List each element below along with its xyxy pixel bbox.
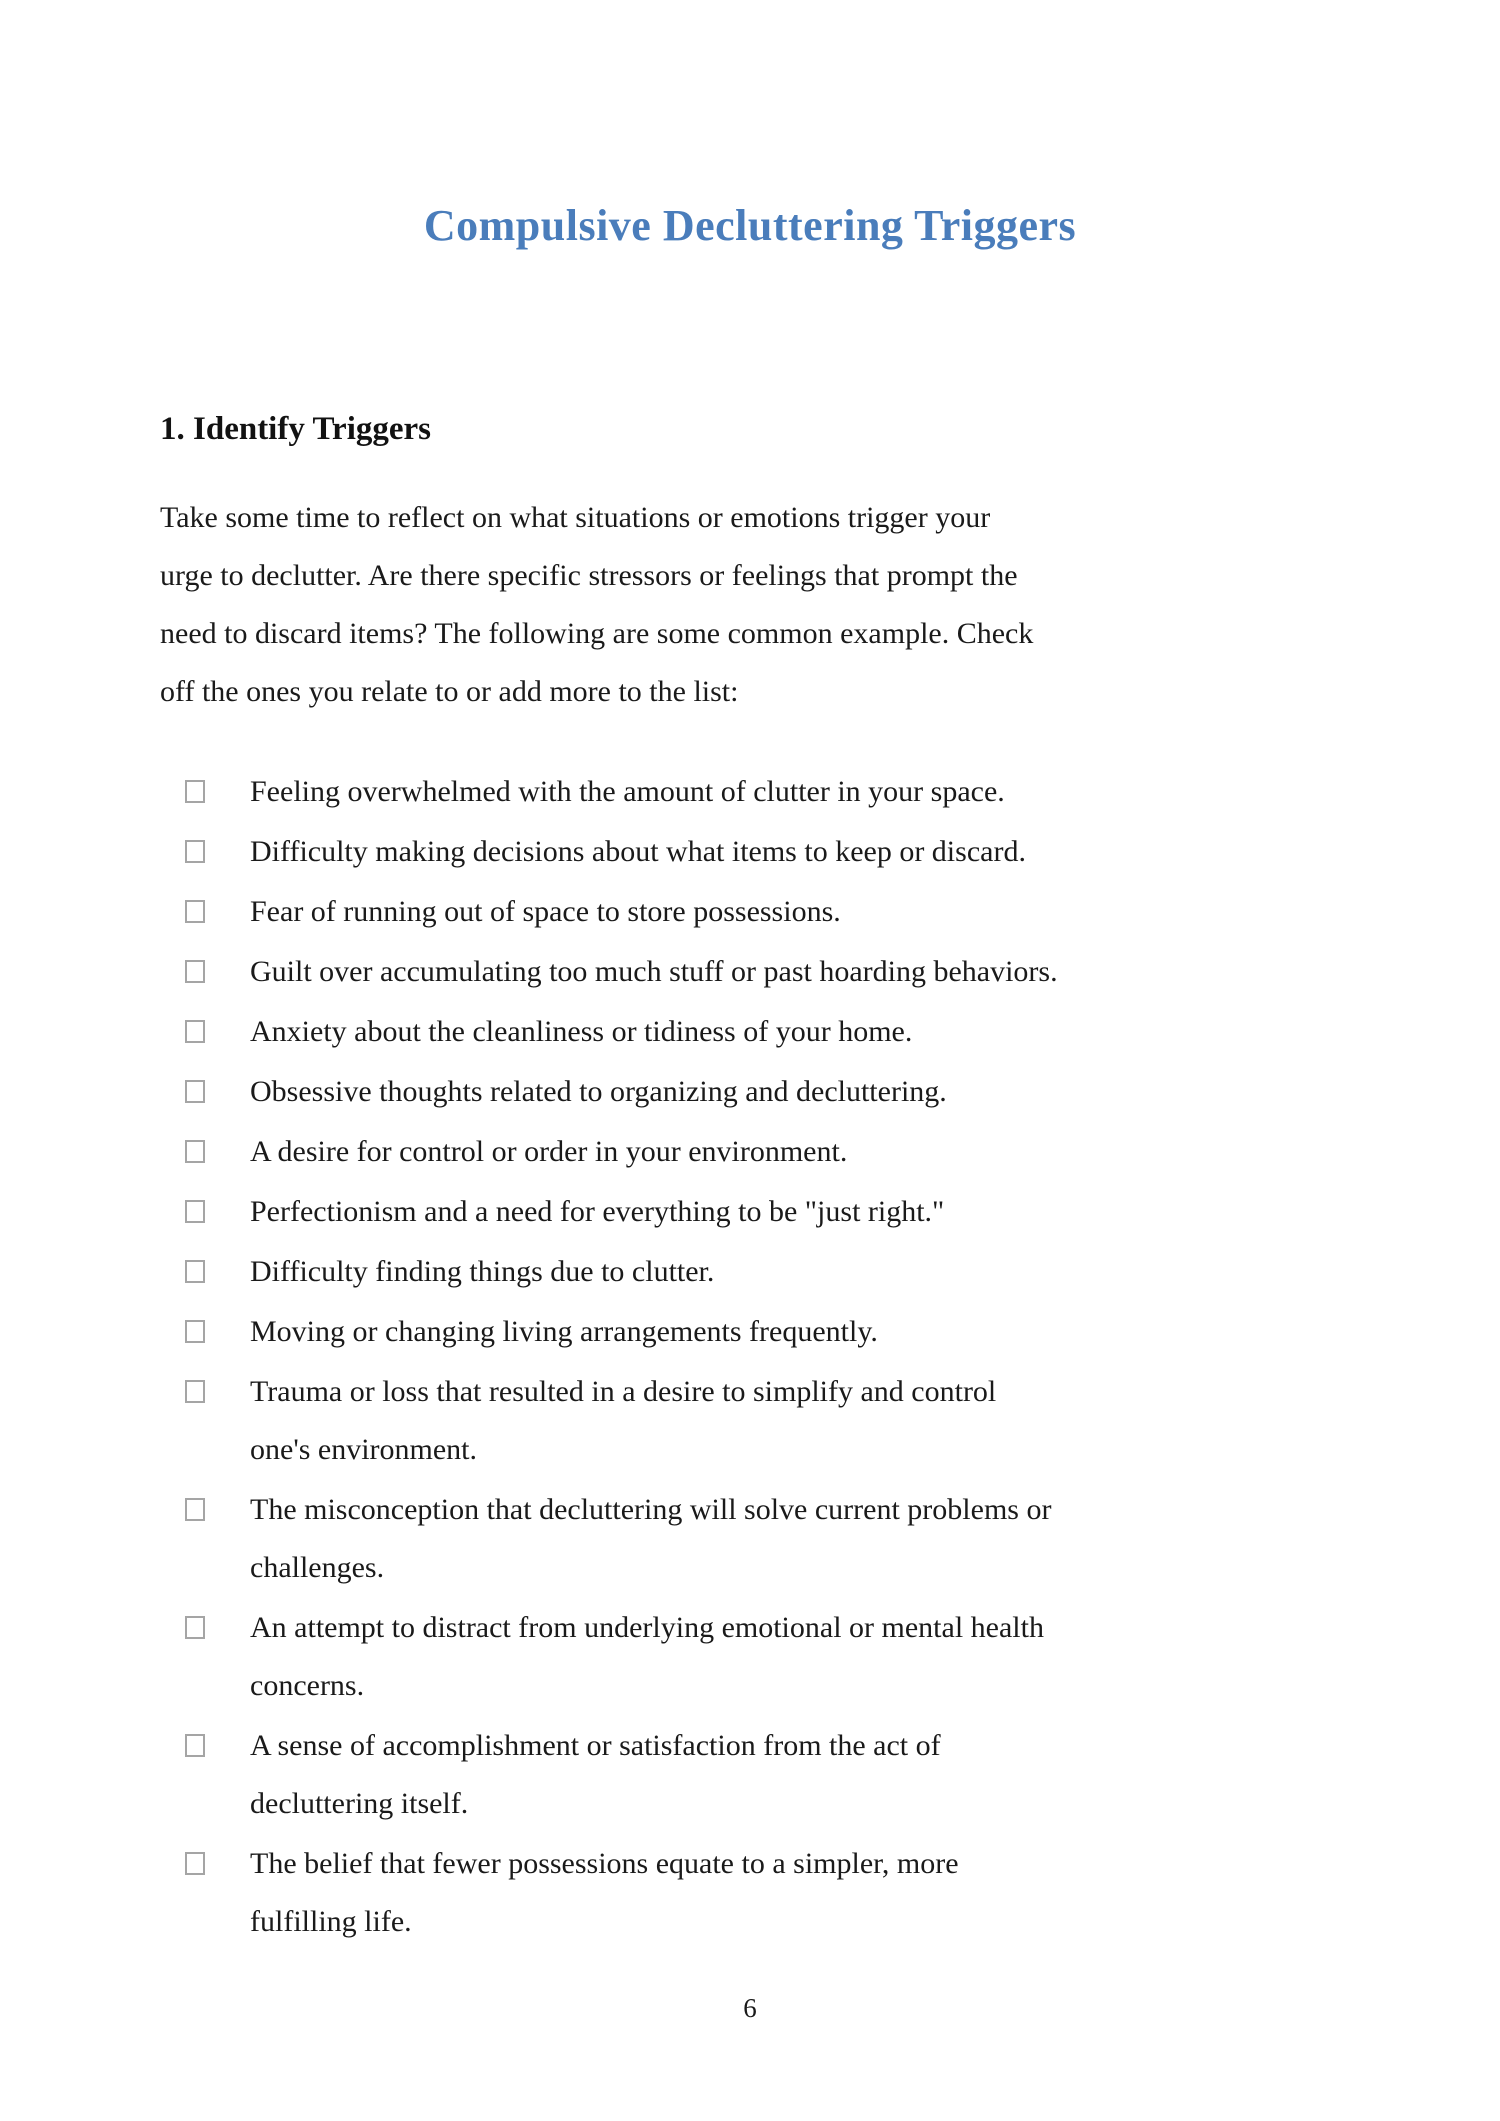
checklist-item-text (250, 883, 841, 941)
checklist-item (160, 1481, 1400, 1597)
checklist-item (160, 1717, 1400, 1833)
checklist-item (160, 1599, 1400, 1715)
trigger-checklist (160, 763, 1400, 1951)
checkbox-icon[interactable] (185, 780, 205, 803)
checklist-item-text (250, 1835, 959, 1951)
checklist-item-line: Anxiety about the cleanliness or tidiness of your home. (250, 1015, 913, 1049)
intro-line: need to discard items? The following are some common example. Check (160, 617, 1034, 651)
checkbox-icon[interactable] (185, 960, 205, 983)
intro-line: Take some time to reflect on what situations or emotions trigger your (160, 501, 991, 535)
checklist-item-text (250, 1243, 714, 1301)
checklist-item-line: Perfectionism and a need for everything to be "just right." (250, 1195, 945, 1229)
checkbox-icon[interactable] (185, 1140, 205, 1163)
checkbox-icon[interactable] (185, 900, 205, 923)
checklist-item-line: The misconception that decluttering will solve current problems or (250, 1493, 1052, 1527)
checklist-item-text (250, 1363, 996, 1479)
document-title: Compulsive Decluttering Triggers (423, 201, 1077, 250)
checklist-item (160, 1363, 1400, 1479)
checklist-item-text (250, 1599, 1044, 1715)
checklist-item-text (250, 1003, 912, 1061)
checklist-item-text (250, 1123, 847, 1181)
checklist-item-line: one's environment. (250, 1433, 478, 1467)
checklist-item-text (250, 943, 1058, 1001)
checklist-item (160, 1183, 1400, 1241)
checklist-item-text (250, 763, 1005, 821)
checkbox-icon[interactable] (185, 1852, 205, 1875)
checklist-item-text (250, 1303, 878, 1361)
checklist-item (160, 1835, 1400, 1951)
checklist-item-line: The belief that fewer possessions equate to a simpler, more (250, 1847, 959, 1881)
checkbox-icon[interactable] (185, 1734, 205, 1757)
intro-paragraph (160, 489, 1380, 721)
checklist-item-line: Obsessive thoughts related to organizing and decluttering. (250, 1075, 947, 1109)
checkbox-icon[interactable] (185, 1080, 205, 1103)
checklist-item-line: fulfilling life. (250, 1905, 412, 1939)
checklist-item-line: decluttering itself. (250, 1787, 469, 1821)
checklist-item-text (250, 1481, 1051, 1597)
checkbox-icon[interactable] (185, 840, 205, 863)
checklist-item-line: concerns. (250, 1669, 365, 1703)
checklist-item (160, 1123, 1400, 1181)
checklist-item (160, 1063, 1400, 1121)
checklist-item-line: Difficulty finding things due to clutter. (250, 1255, 715, 1289)
checklist-item-line: challenges. (250, 1551, 385, 1585)
checklist-item-line: Moving or changing living arrangements frequently. (250, 1315, 878, 1349)
checklist-item-text (250, 1183, 944, 1241)
checklist-item-line: Difficulty making decisions about what items to keep or discard. (250, 835, 1026, 869)
checklist-item-text (250, 1717, 941, 1833)
checkbox-icon[interactable] (185, 1200, 205, 1223)
intro-line: off the ones you relate to or add more to the list: (160, 675, 739, 709)
checklist-item-line: Feeling overwhelmed with the amount of clutter in your space. (250, 775, 1005, 809)
checkbox-icon[interactable] (185, 1320, 205, 1343)
checklist-item-line: Fear of running out of space to store possessions. (250, 895, 841, 929)
checklist-item (160, 763, 1400, 821)
checkbox-icon[interactable] (185, 1380, 205, 1403)
checklist-item-line: Guilt over accumulating too much stuff or past hoarding behaviors. (250, 955, 1058, 989)
checklist-item-line: A desire for control or order in your environment. (250, 1135, 848, 1169)
checklist-item (160, 1003, 1400, 1061)
checklist-item-text (250, 1063, 947, 1121)
checkbox-icon[interactable] (185, 1020, 205, 1043)
checklist-item-line: A sense of accomplishment or satisfaction from the act of (250, 1729, 941, 1763)
checklist-item (160, 1243, 1400, 1301)
intro-line: urge to declutter. Are there specific stressors or feelings that prompt the (160, 559, 1018, 593)
checklist-item (160, 823, 1400, 881)
checklist-item-text (250, 823, 1026, 881)
section-heading: 1. Identify Triggers (160, 410, 432, 447)
checkbox-icon[interactable] (185, 1498, 205, 1521)
checklist-item (160, 943, 1400, 1001)
checkbox-icon[interactable] (185, 1260, 205, 1283)
checklist-item (160, 1303, 1400, 1361)
checklist-item (160, 883, 1400, 941)
checkbox-icon[interactable] (185, 1616, 205, 1639)
page-number: 6 (743, 1993, 757, 2023)
checklist-item-line: Trauma or loss that resulted in a desire to simplify and control (250, 1375, 997, 1409)
checklist-item-line: An attempt to distract from underlying emotional or mental health (250, 1611, 1044, 1645)
